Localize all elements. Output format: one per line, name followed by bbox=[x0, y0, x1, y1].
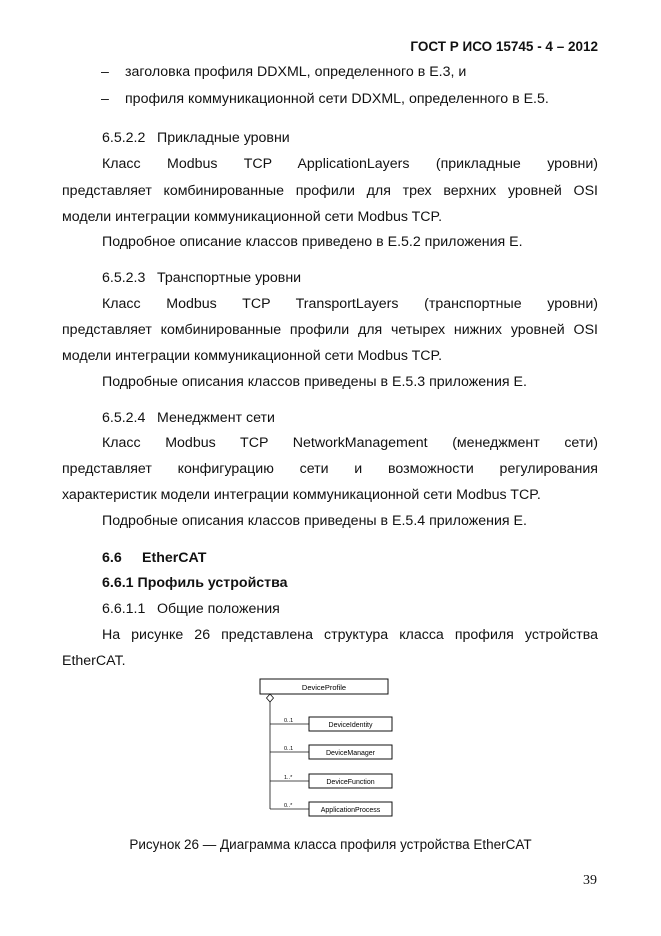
paragraph-line: На рисунке 26 представлена структура класса профиля устройства bbox=[102, 627, 598, 643]
bullet-item: профиля коммуникационной сети DDXML, определенного в Е.5. bbox=[125, 91, 549, 107]
paragraph: Подробное описание классов приведено в Е.5.2 приложения Е. bbox=[102, 234, 523, 250]
page-number: 39 bbox=[583, 873, 597, 888]
section-heading-6611 bbox=[102, 600, 280, 618]
multiplicity-label: 0..1 bbox=[284, 718, 294, 724]
paragraph-line: представляет комбинированные профили для четырех нижних уровней OSI bbox=[62, 322, 598, 338]
section-title: Профиль устройства bbox=[137, 575, 288, 591]
class-diagram bbox=[255, 676, 400, 821]
paragraph-line: характеристик модели интеграции коммуникационной сети Modbus TCP. bbox=[62, 487, 541, 503]
paragraph-line: EtherCAT. bbox=[62, 653, 126, 669]
paragraph: Подробные описания классов приведены в Е.5.3 приложения Е. bbox=[102, 374, 527, 390]
paragraph: Подробные описания классов приведены в Е.5.4 приложения Е. bbox=[102, 513, 527, 529]
figure-caption: Рисунок 26 — Диаграмма класса профиля устройства EtherCAT bbox=[129, 837, 532, 852]
paragraph-line: Класс Modbus TCP NetworkManagement (менеджмент сети) bbox=[102, 435, 598, 451]
section-title: EtherCAT bbox=[142, 550, 207, 566]
class-name: ApplicationProcess bbox=[320, 807, 381, 814]
bullet-marker: – bbox=[101, 91, 109, 107]
multiplicity-label: 1..* bbox=[284, 775, 293, 781]
section-number: 6.5.2.4 bbox=[102, 410, 146, 426]
bullet-item: заголовка профиля DDXML, определенного в Е.3, и bbox=[125, 64, 467, 80]
section-title: Транспортные уровни bbox=[157, 270, 302, 286]
paragraph-line: Класс Modbus TCP ApplicationLayers (прикладные уровни) bbox=[102, 156, 598, 172]
section-title: Менеджмент сети bbox=[157, 410, 275, 426]
section-heading-6524 bbox=[102, 409, 275, 427]
aggregation-diamond-icon bbox=[267, 694, 274, 702]
bullet-marker: – bbox=[101, 64, 109, 80]
section-heading-661 bbox=[102, 574, 288, 592]
section-title: Прикладные уровни bbox=[157, 130, 290, 146]
section-heading-6523 bbox=[102, 269, 301, 287]
section-number: 6.6.1.1 bbox=[102, 601, 146, 617]
multiplicity-label: 0..1 bbox=[284, 746, 294, 752]
class-name: DeviceFunction bbox=[326, 779, 375, 786]
class-name: DeviceIdentity bbox=[328, 722, 373, 729]
section-number: 6.5.2.3 bbox=[102, 270, 146, 286]
document-header: ГОСТ Р ИСО 15745 - 4 – 2012 bbox=[410, 39, 598, 54]
paragraph-line: Класс Modbus TCP TransportLayers (транспортные уровни) bbox=[102, 296, 598, 312]
section-heading-66 bbox=[102, 549, 206, 567]
section-title: Общие положения bbox=[157, 601, 280, 617]
paragraph-line: модели интеграции коммуникационной сети Modbus TCP. bbox=[62, 209, 443, 225]
multiplicity-label: 0..* bbox=[284, 803, 293, 809]
paragraph-line: представляет конфигурацию сети и возможности регулирования bbox=[62, 461, 598, 477]
paragraph-line: представляет комбинированные профили для трех верхних уровней OSI bbox=[62, 183, 598, 199]
class-name: DeviceProfile bbox=[301, 683, 347, 692]
section-heading-6522 bbox=[102, 129, 290, 147]
section-number: 6.6 bbox=[102, 550, 122, 566]
class-name: DeviceManager bbox=[325, 750, 376, 757]
section-number: 6.5.2.2 bbox=[102, 130, 146, 146]
section-number: 6.6.1 bbox=[102, 575, 134, 591]
paragraph-line: модели интеграции коммуникационной сети Modbus TCP. bbox=[62, 348, 443, 364]
